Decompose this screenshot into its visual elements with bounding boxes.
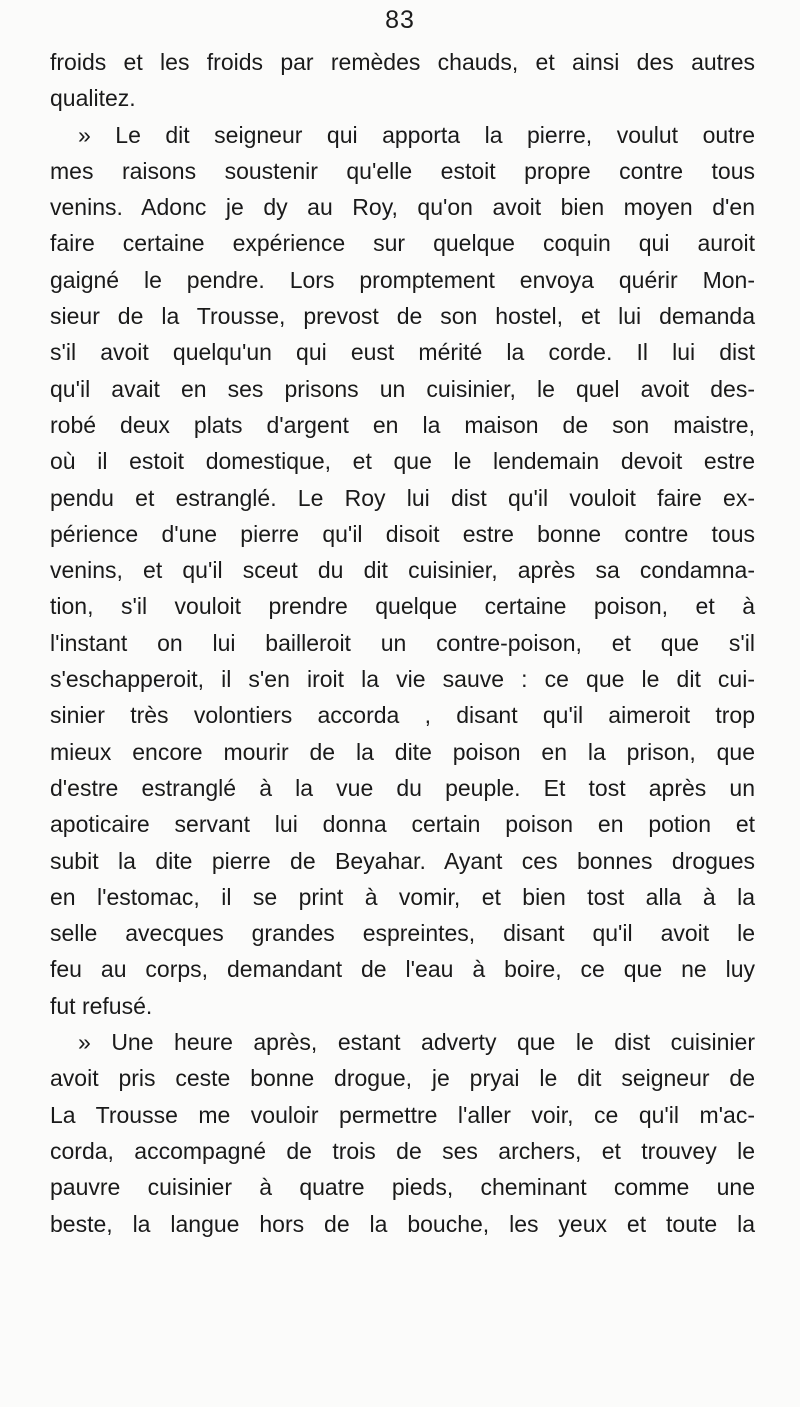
- text-line: pendu et estranglé. Le Roy lui dist qu'il vouloit faire ex-: [50, 484, 755, 511]
- text-line: subit la dite pierre de Beyahar. Ayant ces bonnes drogues: [50, 847, 755, 874]
- text-line: robé deux plats d'argent en la maison de son maistre,: [50, 411, 755, 438]
- text-line: feu au corps, demandant de l'eau à boire, ce que ne luy: [50, 956, 755, 983]
- body-text: [50, 44, 755, 1242]
- text-line: avoit pris ceste bonne drogue, je pryai le dit seigneur de: [50, 1065, 755, 1092]
- text-line: selle avecques grandes espreintes, disant qu'il avoit le: [50, 920, 755, 947]
- text-line: sieur de la Trousse, prevost de son hostel, et lui demanda: [50, 303, 755, 330]
- text-line: La Trousse me vouloir permettre l'aller voir, ce qu'il m'ac-: [50, 1101, 755, 1128]
- text-line: gaigné le pendre. Lors promptement envoya quérir Mon-: [50, 266, 755, 293]
- text-line: » Une heure après, estant adverty que le dist cuisinier: [78, 1029, 755, 1056]
- text-line: faire certaine expérience sur quelque coquin qui auroit: [50, 230, 755, 257]
- text-line: beste, la langue hors de la bouche, les yeux et toute la: [50, 1210, 755, 1237]
- text-line: froids et les froids par remèdes chauds, et ainsi des autres: [50, 49, 755, 75]
- text-line: mes raisons soustenir qu'elle estoit propre contre tous: [50, 157, 755, 184]
- text-line: tion, s'il vouloit prendre quelque certaine poison, et à: [50, 593, 755, 620]
- text-line: corda, accompagné de trois de ses archers, et trouvey le: [50, 1137, 755, 1164]
- text-line: où il estoit domestique, et que le lendemain devoit estre: [50, 448, 755, 475]
- text-line: qu'il avait en ses prisons un cuisinier, le quel avoit des-: [50, 375, 755, 402]
- text-line: s'eschapperoit, il s'en iroit la vie sauve : ce que le dit cui-: [50, 666, 755, 693]
- text-line: en l'estomac, il se print à vomir, et bien tost alla à la: [50, 883, 755, 910]
- page-number: 83: [385, 6, 415, 34]
- text-line: venins, et qu'il sceut du dit cuisinier, après sa condamna-: [50, 557, 755, 584]
- text-line: d'estre estranglé à la vue du peuple. Et tost après un: [50, 774, 755, 801]
- text-line: qualitez.: [50, 85, 136, 112]
- text-line: fut refusé.: [50, 992, 153, 1019]
- text-line: pauvre cuisinier à quatre pieds, cheminant comme une: [50, 1174, 755, 1201]
- text-line: venins. Adonc je dy au Roy, qu'on avoit bien moyen d'en: [50, 194, 755, 221]
- text-line: sinier très volontiers accorda , disant qu'il aimeroit trop: [50, 702, 755, 729]
- text-line: s'il avoit quelqu'un qui eust mérité la corde. Il lui dist: [50, 339, 755, 366]
- text-line: » Le dit seigneur qui apporta la pierre, voulut outre: [78, 121, 755, 148]
- text-line: apoticaire servant lui donna certain poison en potion et: [50, 811, 755, 838]
- text-line: l'instant on lui bailleroit un contre-poison, et que s'il: [50, 629, 755, 656]
- text-line: mieux encore mourir de la dite poison en la prison, que: [50, 738, 755, 765]
- text-line: périence d'une pierre qu'il disoit estre bonne contre tous: [50, 520, 755, 547]
